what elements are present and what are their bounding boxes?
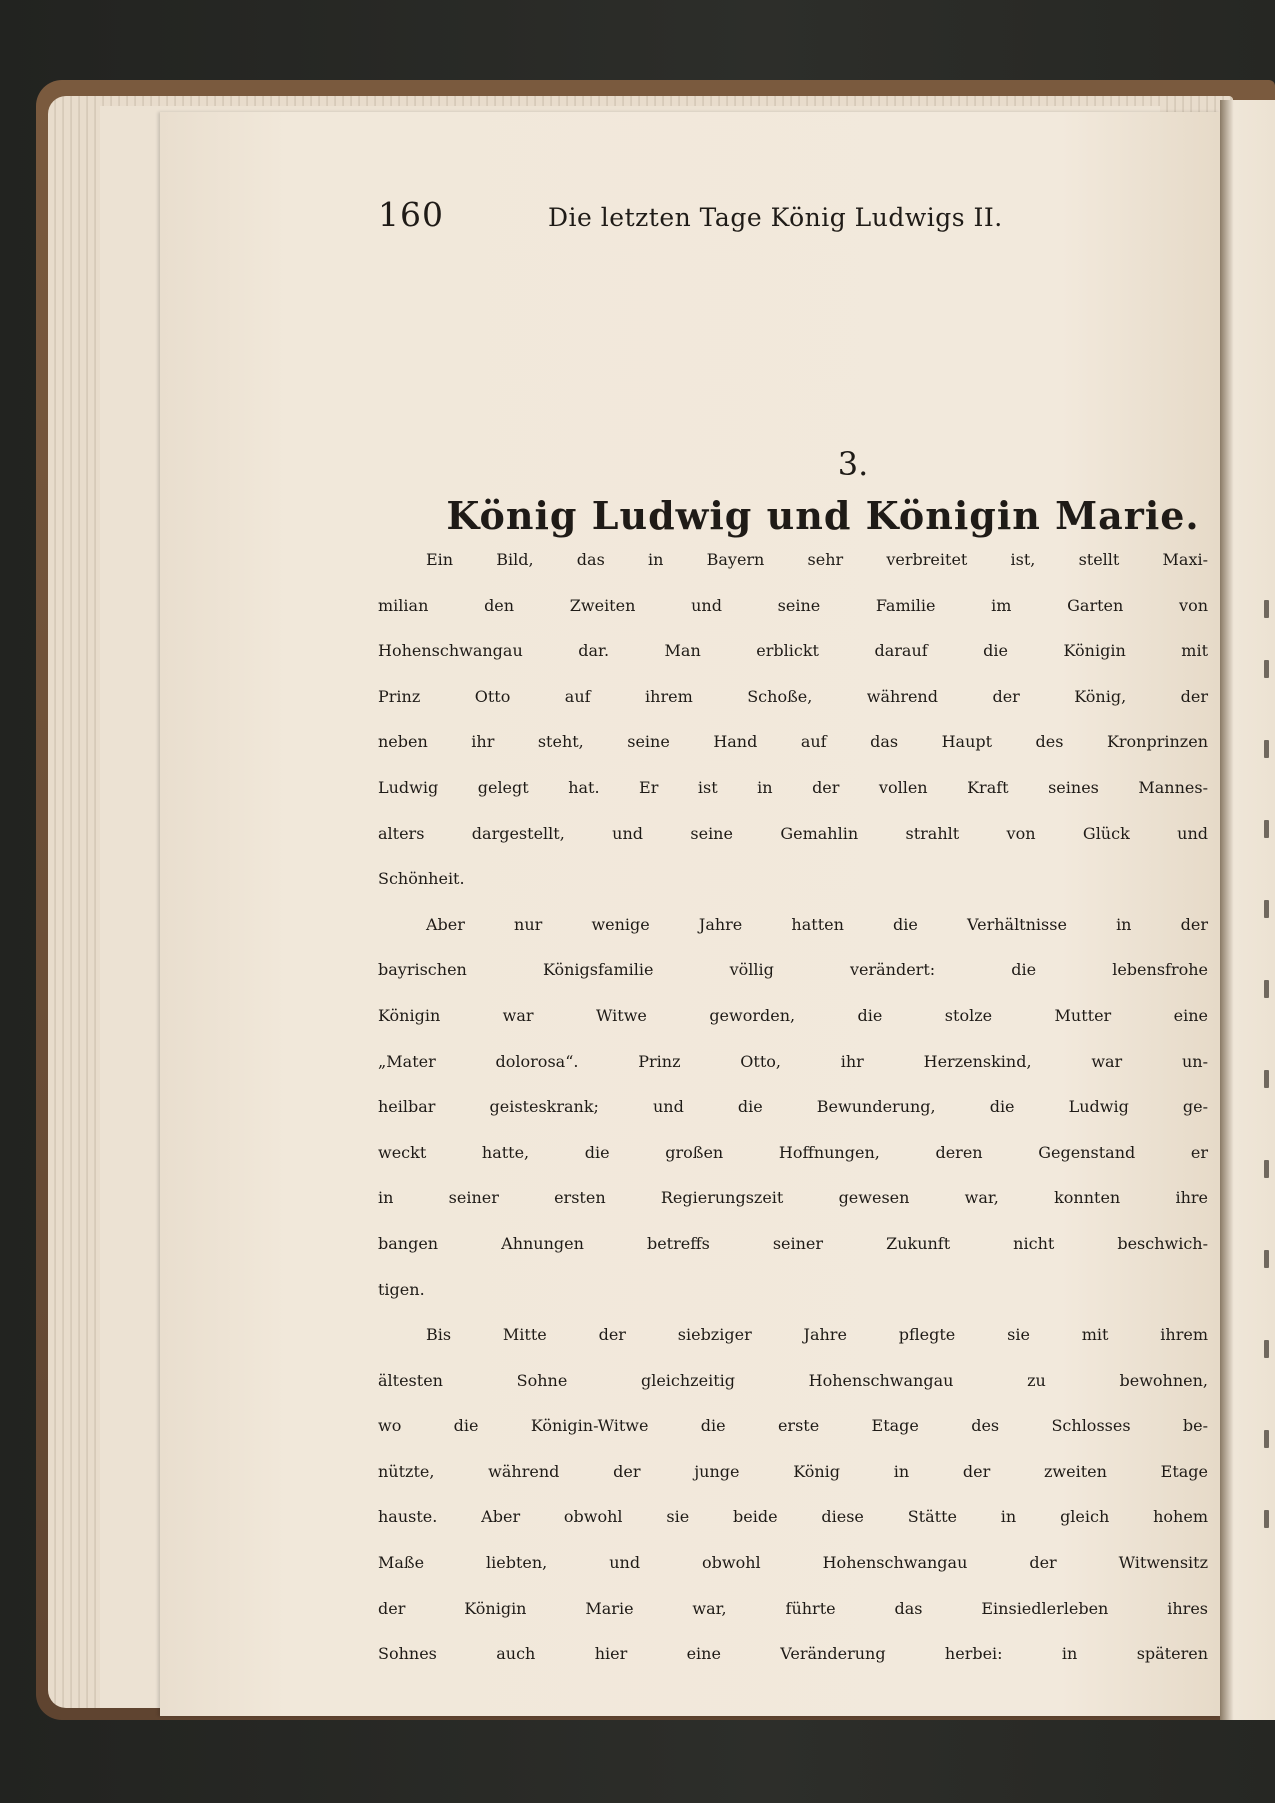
page-text bbox=[378, 195, 1208, 1690]
running-head-title: Die letzten Tage König Ludwigs II. bbox=[548, 203, 1003, 232]
text-line: heilbar geisteskrank; und die Bewunderung, die Ludwig ge- bbox=[378, 1097, 1208, 1117]
text-line: Prinz Otto auf ihrem Schoße, während der König, der bbox=[378, 686, 1208, 706]
adjacent-page-text-fragments bbox=[1262, 600, 1275, 1600]
text-line: ältesten Sohne gleichzeitig Hohenschwangau zu bewohnen, bbox=[378, 1370, 1208, 1390]
text-line: alters dargestellt, und seine Gemahlin strahlt von Glück und bbox=[378, 823, 1208, 843]
text-line: Sohnes auch hier eine Veränderung herbei: in späteren bbox=[378, 1644, 1208, 1664]
text-line: hauste. Aber obwohl sie beide diese Stätte in gleich hohem bbox=[378, 1507, 1208, 1527]
text-line: milian den Zweiten und seine Familie im Garten von bbox=[378, 595, 1208, 615]
text-line: der Königin Marie war, führte das Einsiedlerleben ihres bbox=[378, 1598, 1208, 1618]
text-line: neben ihr steht, seine Hand auf das Haupt des Kronprinzen bbox=[378, 732, 1208, 752]
text-line: Ein Bild, das in Bayern sehr verbreitet ist, stellt Maxi- bbox=[426, 550, 1208, 569]
text-line: Schönheit. bbox=[378, 869, 465, 889]
text-line: nützte, während der junge König in der zweiten Etage bbox=[378, 1461, 1208, 1481]
running-head bbox=[378, 195, 1208, 235]
paragraph-1 bbox=[378, 550, 1208, 915]
text-line: Aber nur wenige Jahre hatten die Verhältnisse in der bbox=[426, 914, 1208, 934]
text-line: in seiner ersten Regierungszeit gewesen war, konnten ihre bbox=[378, 1188, 1208, 1208]
section-number: 3. bbox=[837, 445, 869, 483]
text-line: Ludwig gelegt hat. Er ist in der vollen Kraft seines Mannes- bbox=[378, 777, 1208, 797]
section-title: König Ludwig und Königin Marie. bbox=[446, 493, 1200, 538]
paragraph-3 bbox=[378, 1325, 1208, 1690]
text-line: Hohenschwangau dar. Man erblickt darauf die Königin mit bbox=[378, 641, 1208, 661]
text-line: wo die Königin-Witwe die erste Etage des Schlosses be- bbox=[378, 1416, 1208, 1436]
text-line: Bis Mitte der siebziger Jahre pflegte sie mit ihrem bbox=[426, 1325, 1208, 1345]
text-line: Maße liebten, und obwohl Hohenschwangau der Witwensitz bbox=[378, 1553, 1208, 1573]
text-line: „Mater dolorosa“. Prinz Otto, ihr Herzenskind, war un- bbox=[378, 1051, 1208, 1071]
page-number: 160 bbox=[378, 195, 444, 234]
text-line: Königin war Witwe geworden, die stolze Mutter eine bbox=[378, 1005, 1208, 1025]
text-line: bayrischen Königsfamilie völlig verändert: die lebensfrohe bbox=[378, 960, 1208, 980]
text-line: bangen Ahnungen betreffs seiner Zukunft nicht beschwich- bbox=[378, 1233, 1208, 1253]
text-line: tigen. bbox=[378, 1279, 425, 1299]
text-line: weckt hatte, die großen Hoffnungen, deren Gegenstand er bbox=[378, 1142, 1208, 1162]
paragraph-2 bbox=[378, 915, 1208, 1325]
